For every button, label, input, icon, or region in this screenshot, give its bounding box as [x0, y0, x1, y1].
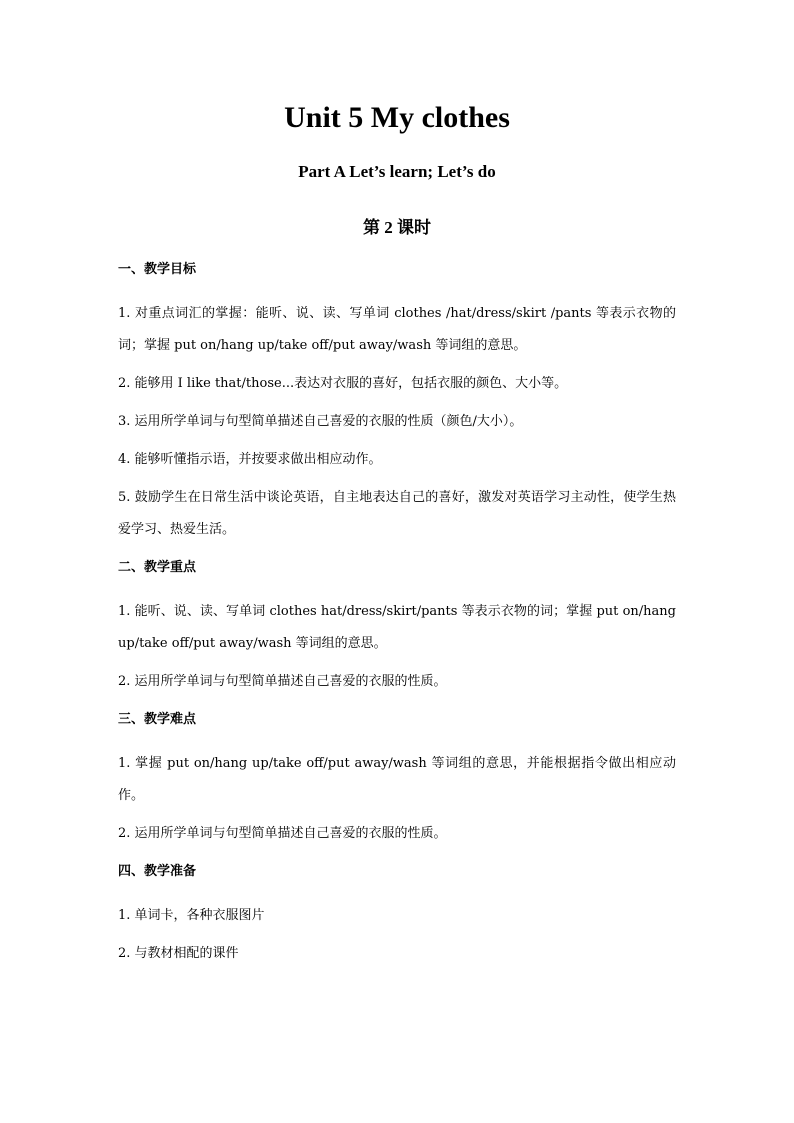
paragraph: 1. 对重点词汇的掌握：能听、说、读、写单词 clothes /hat/dress/skirt /pants 等表示衣物的词；掌握 put on/hang up/take off/put away/wash 等词组的意思。	[118, 306, 676, 353]
document-body	[118, 260, 676, 982]
sub-title: Part A Let’s learn; Let’s do	[298, 162, 496, 181]
paragraph: 1. 单词卡，各种衣服图片	[118, 908, 265, 923]
paragraph: 4. 能够听懂指示语，并按要求做出相应动作。	[118, 452, 382, 467]
section-heading-objectives: 一、教学目标	[118, 262, 197, 277]
section-heading-key-points: 二、教学重点	[118, 560, 197, 575]
paragraph: 3. 运用所学单词与句型简单描述自己喜爱的衣服的性质（颜色/大小）。	[118, 414, 523, 429]
section-heading-preparation: 四、教学准备	[118, 864, 197, 879]
paragraph: 2. 能够用 I like that/those...表达对衣服的喜好，包括衣服的颜色、大小等。	[118, 376, 568, 391]
paragraph: 2. 运用所学单词与句型简单描述自己喜爱的衣服的性质。	[118, 826, 447, 841]
paragraph: 1. 掌握 put on/hang up/take off/put away/wash 等词组的意思，并能根据指令做出相应动作。	[118, 756, 676, 803]
paragraph: 2. 运用所学单词与句型简单描述自己喜爱的衣服的性质。	[118, 674, 447, 689]
paragraph: 2. 与教材相配的课件	[118, 946, 239, 961]
main-title: Unit 5 My clothes	[284, 101, 510, 134]
lesson-title: 第 2 课时	[363, 218, 431, 237]
paragraph: 1. 能听、说、读、写单词 clothes hat/dress/skirt/pants 等表示衣物的词；掌握 put on/hang up/take off/put away/wash 等词组的意思。	[118, 604, 676, 651]
section-heading-difficulties: 三、教学难点	[118, 712, 197, 727]
paragraph: 5. 鼓励学生在日常生活中谈论英语，自主地表达自己的喜好，激发对英语学习主动性，使学生热爱学习、热爱生活。	[118, 490, 676, 537]
